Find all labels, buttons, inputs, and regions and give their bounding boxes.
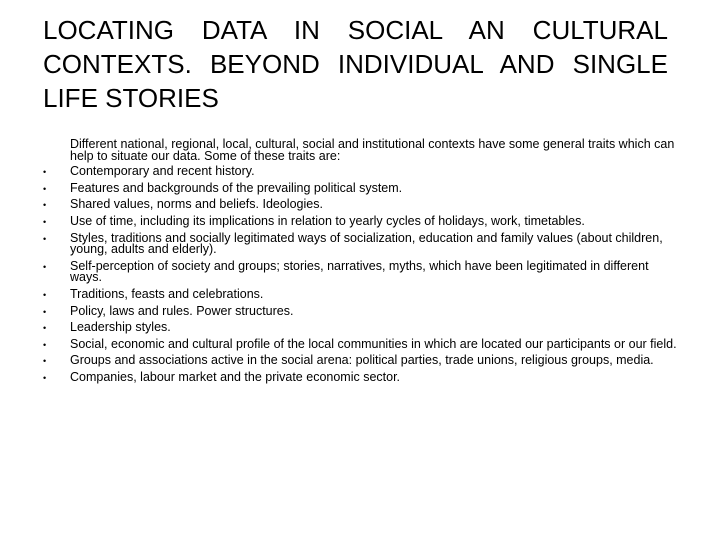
bullet-text: Features and backgrounds of the prevailing political system. — [70, 180, 403, 195]
bullet-text: Policy, laws and rules. Power structures. — [70, 303, 294, 318]
bullet-item-leadership — [43, 322, 678, 334]
bullet-item-use-of-time — [43, 213, 678, 228]
bullet-dot-icon: • — [43, 289, 47, 300]
intro-paragraph: Different national, regional, local, cultural, social and institutional contexts have some general traits which can help to situate our data. Some of these traits are: — [70, 137, 675, 163]
bullet-dot-icon: • — [43, 183, 47, 194]
bullet-item-groups — [43, 355, 678, 367]
bullet-text: Groups and associations active in the social arena: political parties, trade unions, religious groups, media. — [70, 353, 654, 368]
bullet-dot-icon: • — [43, 356, 47, 367]
bullet-dot-icon: • — [43, 216, 47, 227]
bullet-text: Leadership styles. — [70, 320, 171, 335]
bullet-dot-icon: • — [43, 261, 47, 272]
bullet-item-policy — [43, 303, 678, 318]
bullet-list — [43, 166, 678, 383]
bullet-item-history — [43, 166, 678, 178]
bullet-text: Companies, labour market and the private economic sector. — [70, 369, 401, 384]
bullet-text: Social, economic and cultural profile of the local communities in which are located our participants or our field. — [70, 336, 677, 351]
bullet-text: Traditions, feasts and celebrations. — [70, 286, 264, 301]
bullet-dot-icon: • — [43, 372, 47, 383]
bullet-dot-icon: • — [43, 233, 47, 244]
bullet-text: Self-perception of society and groups; stories, narratives, myths, which have been legitimated in different ways. — [70, 258, 649, 285]
bullet-dot-icon: • — [43, 167, 47, 178]
slide-body — [43, 139, 678, 389]
bullet-text: Contemporary and recent history. — [70, 164, 255, 179]
bullet-dot-icon: • — [43, 306, 47, 317]
bullet-dot-icon: • — [43, 323, 47, 334]
bullet-text: Styles, traditions and socially legitimated ways of socialization, education and family values (about children, young, adults and elderly). — [70, 230, 663, 257]
bullet-item-values — [43, 199, 678, 211]
bullet-item-community-profile — [43, 336, 678, 351]
bullet-dot-icon: • — [43, 339, 47, 350]
bullet-text: Shared values, norms and beliefs. Ideologies. — [70, 197, 323, 212]
bullet-item-companies — [43, 369, 678, 384]
bullet-text: Use of time, including its implications in relation to yearly cycles of holidays, work, timetables. — [70, 213, 585, 228]
bullet-item-traditions — [43, 286, 678, 301]
bullet-item-self-perception — [43, 258, 678, 285]
bullet-dot-icon: • — [43, 200, 47, 211]
bullet-item-political-system — [43, 180, 678, 195]
bullet-item-socialization — [43, 230, 678, 257]
slide-title: LOCATING DATA IN SOCIAL AN CULTURAL CONTEXTS. BEYOND INDIVIDUAL AND SINGLE LIFE STORIES — [43, 15, 668, 113]
